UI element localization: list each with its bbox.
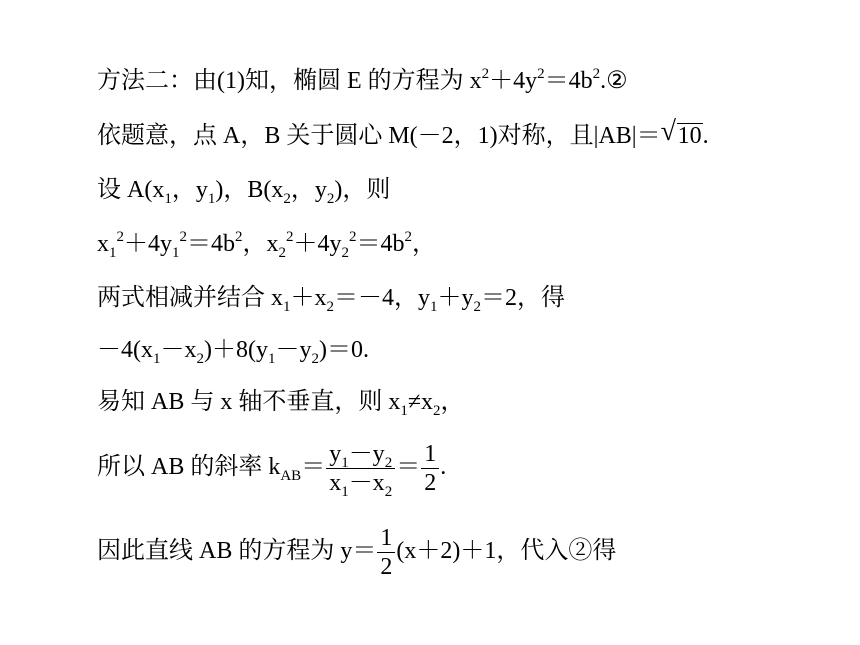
text: －x: [160, 337, 197, 363]
superscript: 2: [592, 66, 601, 82]
subscript: 2: [433, 403, 441, 419]
text: ＝4b: [187, 231, 235, 257]
text: ＋4y: [293, 231, 342, 257]
half-fraction: [377, 524, 395, 581]
subscript: 2: [341, 245, 349, 261]
text: 依题意，点 A，B 关于圆心 M(－2，1)对称，且|AB|＝: [97, 123, 661, 149]
line-1: [97, 66, 628, 96]
line-8: [97, 440, 447, 500]
subscript: 1: [109, 245, 117, 261]
subscript: 1: [172, 245, 180, 261]
subscript: 2: [311, 351, 319, 367]
radical-sign-icon: √: [660, 116, 676, 147]
line-5: [97, 283, 565, 313]
subscript: 1: [267, 351, 276, 367]
text: ＝4b: [356, 231, 405, 257]
text: .②: [600, 68, 628, 94]
text: 两式相减并结合 x: [97, 285, 283, 311]
subscript: 1: [153, 351, 161, 367]
subscript: 2: [196, 351, 204, 367]
text: ，: [440, 389, 465, 415]
fraction-numerator: $y_1-y_2$: [329, 441, 393, 471]
line-6: [97, 335, 369, 365]
text: ＋x: [290, 285, 327, 311]
text: ，y: [171, 177, 208, 203]
subscript: 2: [283, 191, 291, 207]
fraction-denominator: 2: [377, 552, 395, 581]
subscript: 1: [207, 191, 216, 207]
superscript: 2: [179, 229, 187, 245]
text: ＋4y: [124, 231, 172, 257]
line-7: [97, 387, 465, 417]
text: ＝4b: [544, 68, 593, 94]
text: (x＋2)＋1，代入②得: [396, 538, 617, 565]
text: 所以 AB 的斜率 k: [97, 454, 281, 481]
subscript: 2: [326, 191, 335, 207]
superscript: 2: [116, 229, 124, 245]
fraction-denominator: 2: [421, 468, 439, 497]
line-3: [97, 175, 390, 205]
text: －y: [275, 337, 312, 363]
text: ＝－4，y: [334, 285, 430, 311]
subscript: 1: [164, 191, 172, 207]
text: ，: [412, 231, 436, 257]
line-9: [97, 524, 616, 581]
superscript: 2: [404, 229, 412, 245]
subscript: 1: [283, 299, 291, 315]
fraction-numerator: 1: [380, 525, 393, 551]
text: ＝: [301, 454, 326, 481]
text: )，B(x: [215, 177, 284, 203]
text: ＋y: [437, 285, 474, 311]
text: )＝0.: [318, 337, 369, 363]
text: ＝2，得: [481, 285, 565, 311]
text: ＋4y: [489, 68, 538, 94]
subscript: 2: [278, 245, 286, 261]
text: 方法二：由(1)知，椭圆 E 的方程为 x: [97, 68, 482, 94]
superscript: 2: [286, 229, 294, 245]
text: ，y: [290, 177, 327, 203]
superscript: 2: [481, 66, 490, 82]
subscript: 1: [400, 403, 408, 419]
subscript: 1: [430, 299, 438, 315]
fraction-denominator: $x_1-x_2$: [326, 468, 395, 497]
square-root: [660, 116, 703, 151]
radicand: 10: [677, 123, 702, 149]
text: 因此直线 AB 的方程为 y＝: [97, 538, 377, 565]
superscript: 2: [235, 229, 243, 245]
text: ，x: [242, 231, 279, 257]
half-fraction: [421, 440, 439, 497]
text: .: [702, 123, 709, 149]
text: .: [440, 454, 447, 481]
text: )＋8(y: [204, 337, 268, 363]
line-4: [97, 229, 436, 259]
fraction-numerator: 1: [424, 441, 437, 467]
subscript: 2: [326, 299, 334, 315]
text: ＝: [396, 454, 421, 481]
text: －4(x: [97, 337, 153, 363]
text: ≠x: [407, 389, 434, 415]
subscript: AB: [280, 468, 302, 485]
line-2: [97, 116, 709, 151]
text: )，则: [334, 177, 391, 203]
subscript: 2: [473, 299, 481, 315]
text: 设 A(x: [97, 177, 165, 203]
text: 易知 AB 与 x 轴不垂直，则 x: [97, 389, 401, 415]
superscript: 2: [349, 229, 357, 245]
text: x: [97, 231, 109, 257]
superscript: 2: [537, 66, 545, 82]
slope-fraction: [326, 440, 395, 500]
